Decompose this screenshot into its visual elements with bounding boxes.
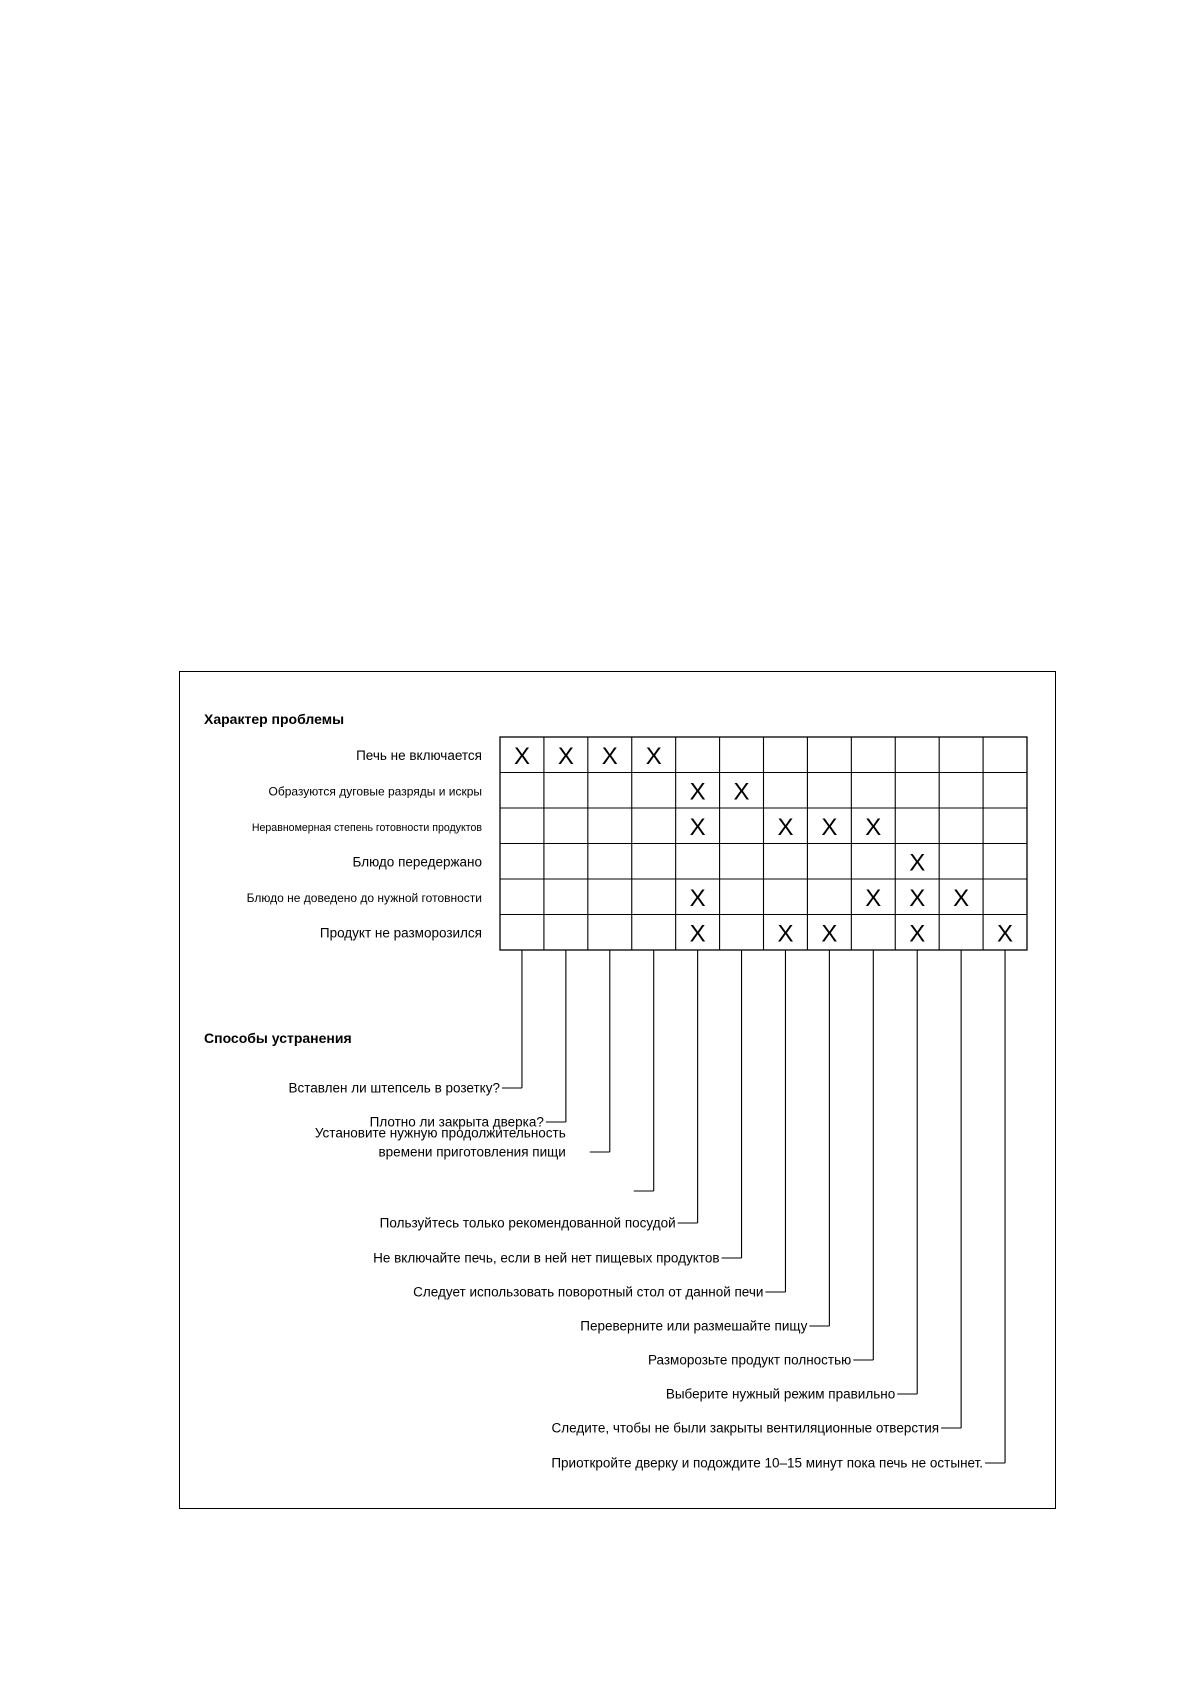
x-mark: X	[909, 920, 926, 948]
problem-label: Блюдо не доведено до нужной готовности	[246, 890, 482, 905]
x-mark: X	[513, 742, 530, 770]
solution-label: Приоткройте дверку и подождите 10–15 минут пока печь не остынет.	[551, 1455, 984, 1471]
x-mark: X	[821, 920, 838, 948]
solution-label: Следите, чтобы не были закрыты вентиляционные отверстия	[551, 1420, 940, 1436]
x-mark: X	[689, 778, 706, 806]
problem-label: Продукт не разморозился	[319, 925, 482, 941]
solution-label: Переверните или размешайте пищу	[580, 1318, 808, 1334]
x-mark: X	[997, 920, 1014, 948]
solution-labels	[289, 1081, 984, 1471]
problem-grid	[500, 737, 1027, 950]
x-mark: X	[777, 813, 794, 841]
x-mark: X	[689, 920, 706, 948]
x-mark: X	[733, 778, 750, 806]
x-mark: X	[777, 920, 794, 948]
problem-label: Блюдо передержано	[352, 854, 482, 870]
x-mark: X	[821, 813, 838, 841]
x-mark: X	[557, 742, 574, 770]
x-mark: X	[865, 884, 882, 912]
solution-label: Плотно ли закрыта дверка?	[369, 1114, 544, 1130]
solution-label: Установите нужную продолжительность	[314, 1125, 566, 1141]
solution-label: Пользуйтесь только рекомендованной посудой	[379, 1215, 676, 1231]
problem-labels	[247, 748, 483, 941]
x-mark: X	[953, 884, 970, 912]
x-mark: X	[689, 884, 706, 912]
x-mark: X	[601, 742, 618, 770]
solution-label: Не включайте печь, если в ней нет пищевых продуктов	[373, 1250, 720, 1266]
solution-label: времени приготовления пищи	[378, 1144, 566, 1160]
problem-label: Образуются дуговые разряды и искры	[268, 784, 482, 799]
x-mark: X	[645, 742, 662, 770]
x-mark: X	[909, 884, 926, 912]
solution-label: Выберите нужный режим правильно	[665, 1386, 896, 1402]
x-mark: X	[909, 849, 926, 877]
solutions-heading: Способы устранения	[204, 1030, 352, 1046]
solution-label: Вставлен ли штепсель в розетку?	[288, 1080, 500, 1096]
solution-label: Разморозьте продукт полностью	[647, 1352, 852, 1368]
solution-label: Следует использовать поворотный стол от данной печи	[413, 1284, 764, 1300]
x-mark: X	[689, 813, 706, 841]
problem-label: Неравномерная степень готовности продуктов	[251, 821, 482, 834]
problems-heading: Характер проблемы	[204, 711, 345, 727]
problem-label: Печь не включается	[356, 747, 482, 763]
x-mark: X	[865, 813, 882, 841]
